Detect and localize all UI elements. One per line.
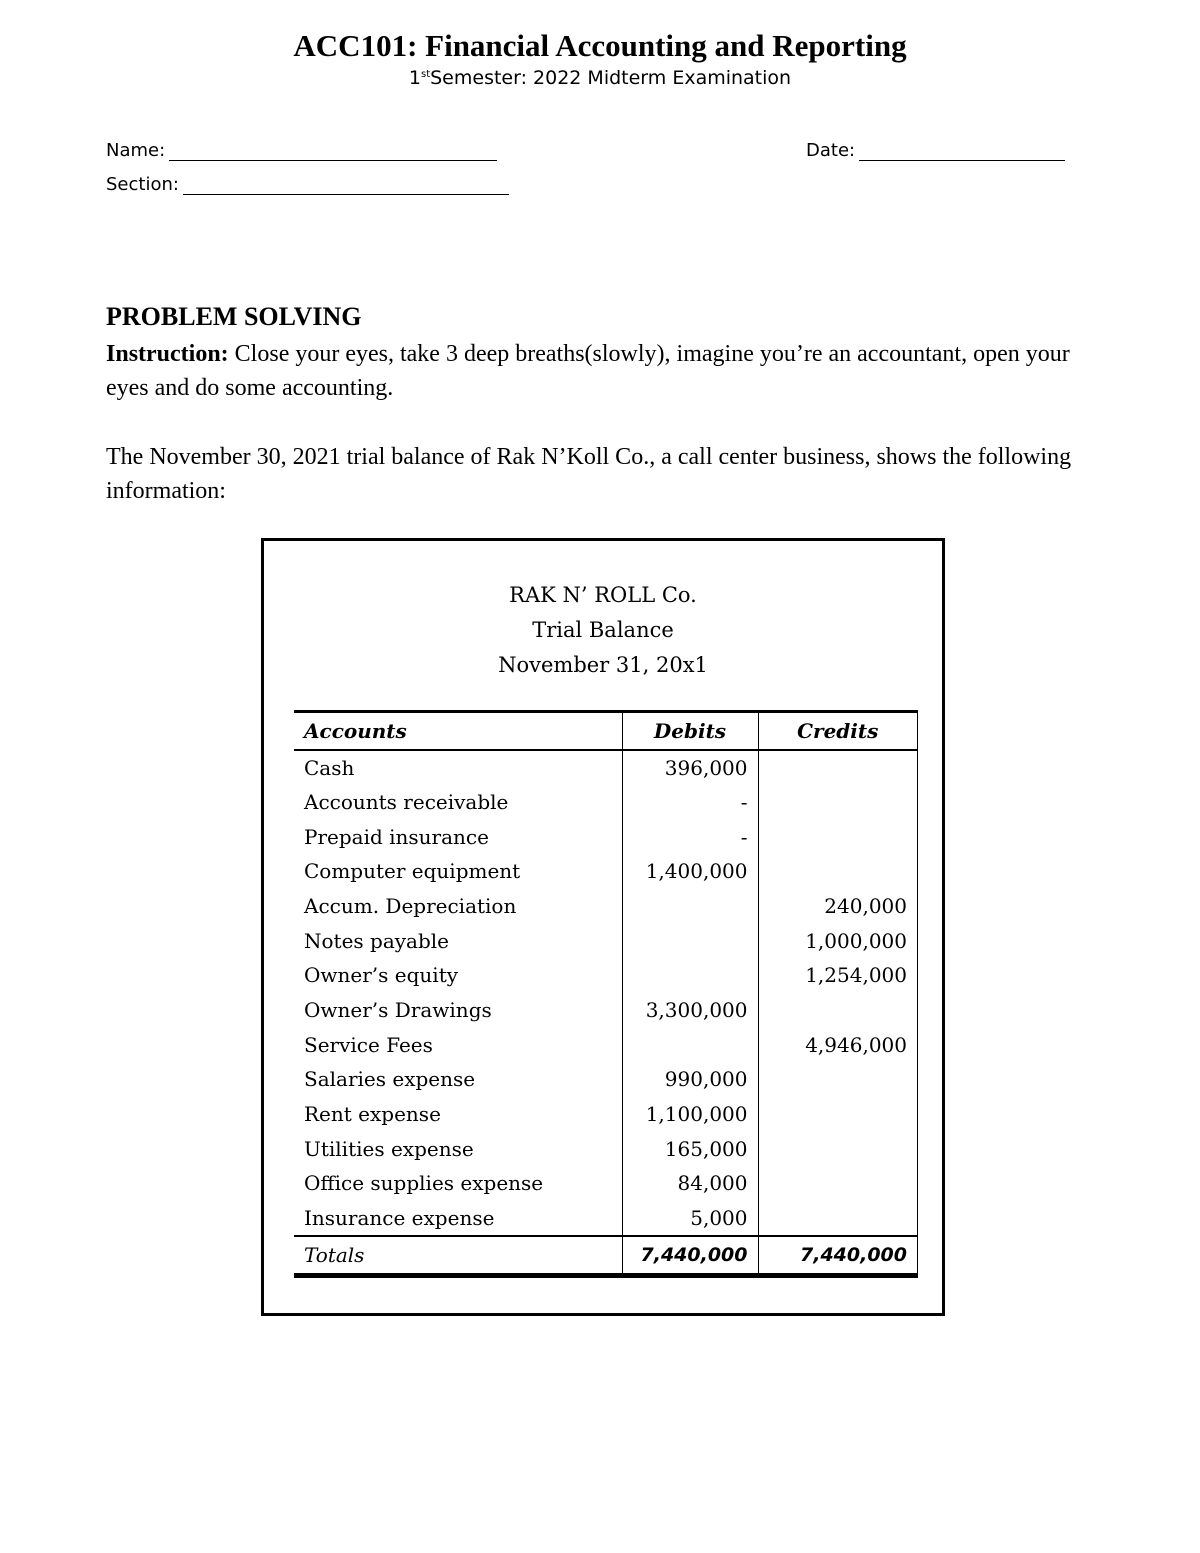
date-label: Date: <box>806 140 856 161</box>
exam-subtitle <box>0 67 1200 89</box>
account-cell: Insurance expense <box>304 1205 495 1230</box>
debit-cell: - <box>622 785 758 820</box>
credit-cell: 240,000 <box>758 889 918 924</box>
table-row <box>294 1166 918 1201</box>
account-cell: Utilities expense <box>304 1136 474 1161</box>
debit-cell: 1,400,000 <box>622 854 758 889</box>
table-row <box>294 958 918 993</box>
date-blank-line[interactable] <box>859 142 1065 161</box>
debits-header: Debits <box>622 712 758 750</box>
semester-suffix: st <box>420 69 431 80</box>
account-cell: Accum. Depreciation <box>304 893 517 918</box>
debit-cell: 5,000 <box>622 1201 758 1236</box>
table-row <box>294 785 918 820</box>
debit-cell: 84,000 <box>622 1166 758 1201</box>
credit-cell <box>758 785 918 820</box>
debit-cell: 396,000 <box>622 750 758 785</box>
total-debits: 7,440,000 <box>622 1236 758 1276</box>
debit-cell: 165,000 <box>622 1131 758 1166</box>
credit-cell: 4,946,000 <box>758 1027 918 1062</box>
instruction-text: Close your eyes, take 3 deep breaths(slowly), imagine you’re an accountant, open your eyes and do some accounting. <box>106 341 1070 401</box>
debit-cell <box>622 889 758 924</box>
credit-cell <box>758 1097 918 1132</box>
section-label: Section: <box>106 174 179 195</box>
date-field[interactable] <box>806 140 1065 161</box>
intro-paragraph: The November 30, 2021 trial balance of Rak N’Koll Co., a call center business, shows the following information: <box>106 444 1072 504</box>
credit-cell <box>758 1062 918 1097</box>
debit-cell: 1,100,000 <box>622 1097 758 1132</box>
section-field[interactable] <box>106 174 509 195</box>
credit-cell <box>758 854 918 889</box>
totals-label: Totals <box>294 1236 622 1276</box>
trial-balance-table <box>294 710 918 1278</box>
table-header-row <box>294 712 918 750</box>
account-cell: Accounts receivable <box>304 789 509 814</box>
credits-header: Credits <box>758 712 918 750</box>
debit-cell <box>622 923 758 958</box>
credit-cell <box>758 750 918 785</box>
account-cell: Office supplies expense <box>304 1171 544 1196</box>
credit-cell: 1,254,000 <box>758 958 918 993</box>
debit-cell: 990,000 <box>622 1062 758 1097</box>
semester-ordinal: 1 <box>408 67 421 89</box>
credit-cell <box>758 1131 918 1166</box>
credit-cell: 1,000,000 <box>758 923 918 958</box>
account-cell: Service Fees <box>304 1032 433 1057</box>
table-row <box>294 1097 918 1132</box>
statement-title: Trial Balance <box>532 618 674 642</box>
debit-cell: - <box>622 819 758 854</box>
table-row <box>294 1062 918 1097</box>
company-name: RAK N’ ROLL Co. <box>509 583 697 607</box>
account-cell: Cash <box>304 755 355 780</box>
section-heading: PROBLEM SOLVING <box>106 302 362 331</box>
table-row <box>294 854 918 889</box>
account-cell: Owner’s equity <box>304 963 459 988</box>
semester-text: Semester: 2022 Midterm Examination <box>430 67 792 89</box>
debit-cell <box>622 958 758 993</box>
instruction-label: Instruction: <box>106 341 229 367</box>
credit-cell <box>758 993 918 1028</box>
account-cell: Rent expense <box>304 1102 441 1127</box>
account-cell: Salaries expense <box>304 1067 476 1092</box>
name-field[interactable] <box>106 140 497 161</box>
name-blank-line[interactable] <box>169 142 497 161</box>
table-row <box>294 993 918 1028</box>
total-credits: 7,440,000 <box>758 1236 918 1276</box>
table-row <box>294 750 918 785</box>
trial-balance-box <box>261 538 945 1316</box>
account-cell: Notes payable <box>304 928 450 953</box>
table-row <box>294 1201 918 1236</box>
account-cell: Computer equipment <box>304 859 521 884</box>
totals-row <box>294 1236 918 1276</box>
credit-cell <box>758 1166 918 1201</box>
account-cell: Owner’s Drawings <box>304 997 492 1022</box>
document-title: ACC101: Financial Accounting and Reporting <box>293 28 907 63</box>
credit-cell <box>758 819 918 854</box>
table-row <box>294 819 918 854</box>
name-label: Name: <box>106 140 166 161</box>
debit-cell <box>622 1027 758 1062</box>
table-row <box>294 1027 918 1062</box>
table-row <box>294 1131 918 1166</box>
debit-cell: 3,300,000 <box>622 993 758 1028</box>
table-row <box>294 889 918 924</box>
instruction-paragraph <box>106 337 1096 405</box>
table-row <box>294 923 918 958</box>
statement-date: November 31, 20x1 <box>498 653 708 677</box>
credit-cell <box>758 1201 918 1236</box>
section-blank-line[interactable] <box>183 176 509 195</box>
accounts-header: Accounts <box>294 712 622 750</box>
account-cell: Prepaid insurance <box>304 824 489 849</box>
